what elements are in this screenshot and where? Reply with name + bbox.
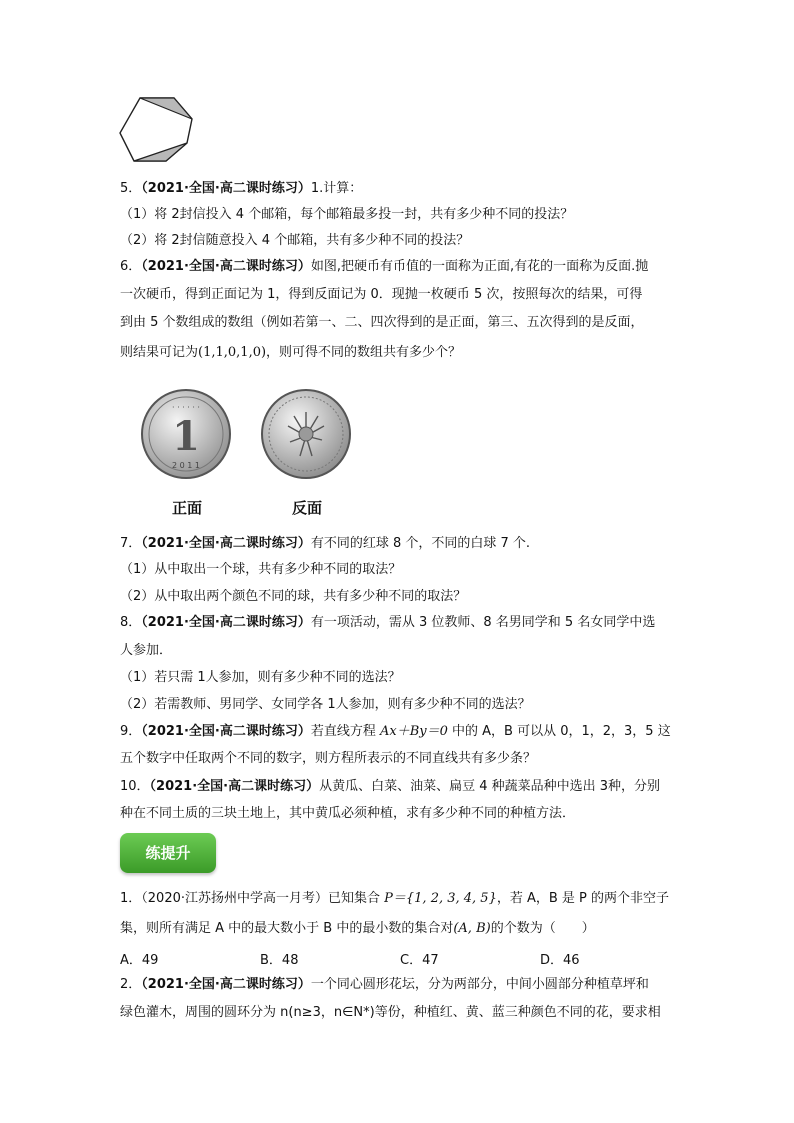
- svg-text:· · · · · ·: · · · · · ·: [172, 403, 200, 412]
- q5-stem: 5．（2021·全国·高二课时练习）1.计算：: [120, 181, 363, 196]
- q7-part1: （1）从中取出一个球，共有多少种不同的取法？: [120, 562, 402, 577]
- option-d: D．46: [540, 953, 580, 968]
- q9-line1: 9．（2021·全国·高二课时练习）若直线方程 Ax＋By＝0 中的 A，B 可以从 0，1，2，3，5 这: [120, 724, 671, 739]
- q5-part2: （2）将 2封信随意投入 4 个邮箱，共有多少种不同的投法？: [120, 233, 470, 248]
- p1-line2: 集，则所有满足 A 中的最大数小于 B 中的最小数的集合对(A, B)的个数为（ ）: [120, 921, 595, 936]
- heptagon-figure: [116, 93, 196, 165]
- q8-line2: 人参加．: [120, 643, 173, 658]
- p1-line1: 1．（2020·江苏扬州中学高一月考）已知集合 P＝{1, 2, 3, 4, 5}，若 A，B 是 P 的两个非空子: [120, 891, 670, 906]
- section-label-button: 练提升: [120, 833, 216, 873]
- p2-line1: 2．（2021·全国·高二课时练习）一个同心圆形花坛，分为两部分，中间小圆部分种植草坪和: [120, 977, 649, 992]
- option-c: C．47: [400, 953, 439, 968]
- q10-line2: 种在不同土质的三块土地上，其中黄瓜必须种植，求有多少种不同的种植方法．: [120, 806, 576, 821]
- q7-stem: 7．（2021·全国·高二课时练习）有不同的红球 8 个，不同的白球 7 个.: [120, 536, 531, 551]
- coin-back-image: [260, 388, 360, 488]
- svg-text:2 0 1 1: 2 0 1 1: [172, 461, 200, 470]
- q8-line1: 8．（2021·全国·高二课时练习）有一项活动，需从 3 位教师、8 名男同学和 5 名女同学中选: [120, 615, 656, 630]
- p1-options: [120, 949, 680, 968]
- q10-line1: 10．（2021·全国·高二课时练习）从黄瓜、白菜、油菜、扁豆 4 种蔬菜品种中选出 3种，分别: [120, 779, 661, 794]
- option-a: A．49: [120, 953, 159, 968]
- coin-back-caption: 反面: [292, 499, 323, 517]
- p2-line2: 绿色灌木，周围的圆环分为 n(n≥3，n∈N*)等份，种植红、黄、蓝三种颜色不同的花，要求相: [120, 1005, 661, 1020]
- option-b: B．48: [260, 953, 299, 968]
- q8-part2: （2）若需教师、男同学、女同学各 1人参加，则有多少种不同的选法？: [120, 697, 531, 712]
- q9-line2: 五个数字中任取两个不同的数字，则方程所表示的不同直线共有多少条？: [120, 751, 537, 766]
- q7-part2: （2）从中取出两个颜色不同的球，共有多少种不同的取法？: [120, 589, 467, 604]
- svg-text:1: 1: [172, 413, 200, 460]
- q6-line4: 则结果可记为(1,1,0,1,0)，则可得不同的数组共有多少个？: [120, 345, 462, 360]
- coin-front-image: [140, 388, 240, 488]
- q5-part1: （1）将 2封信投入 4 个邮箱，每个邮箱最多投一封，共有多少种不同的投法？: [120, 207, 574, 222]
- q6-line1: 6．（2021·全国·高二课时练习）如图,把硬币有币值的一面称为正面,有花的一面称为反面.抛: [120, 259, 649, 274]
- q6-line3: 到由 5 个数组成的数组（例如若第一、二、四次得到的是正面，第三、五次得到的是反面，: [120, 315, 644, 330]
- coin-front-caption: 正面: [172, 499, 203, 517]
- q6-line2: 一次硬币，得到正面记为 1，得到反面记为 0．现抛一枚硬币 5 次，按照每次的结果，可得: [120, 287, 643, 302]
- q8-part1: （1）若只需 1人参加，则有多少种不同的选法？: [120, 670, 401, 685]
